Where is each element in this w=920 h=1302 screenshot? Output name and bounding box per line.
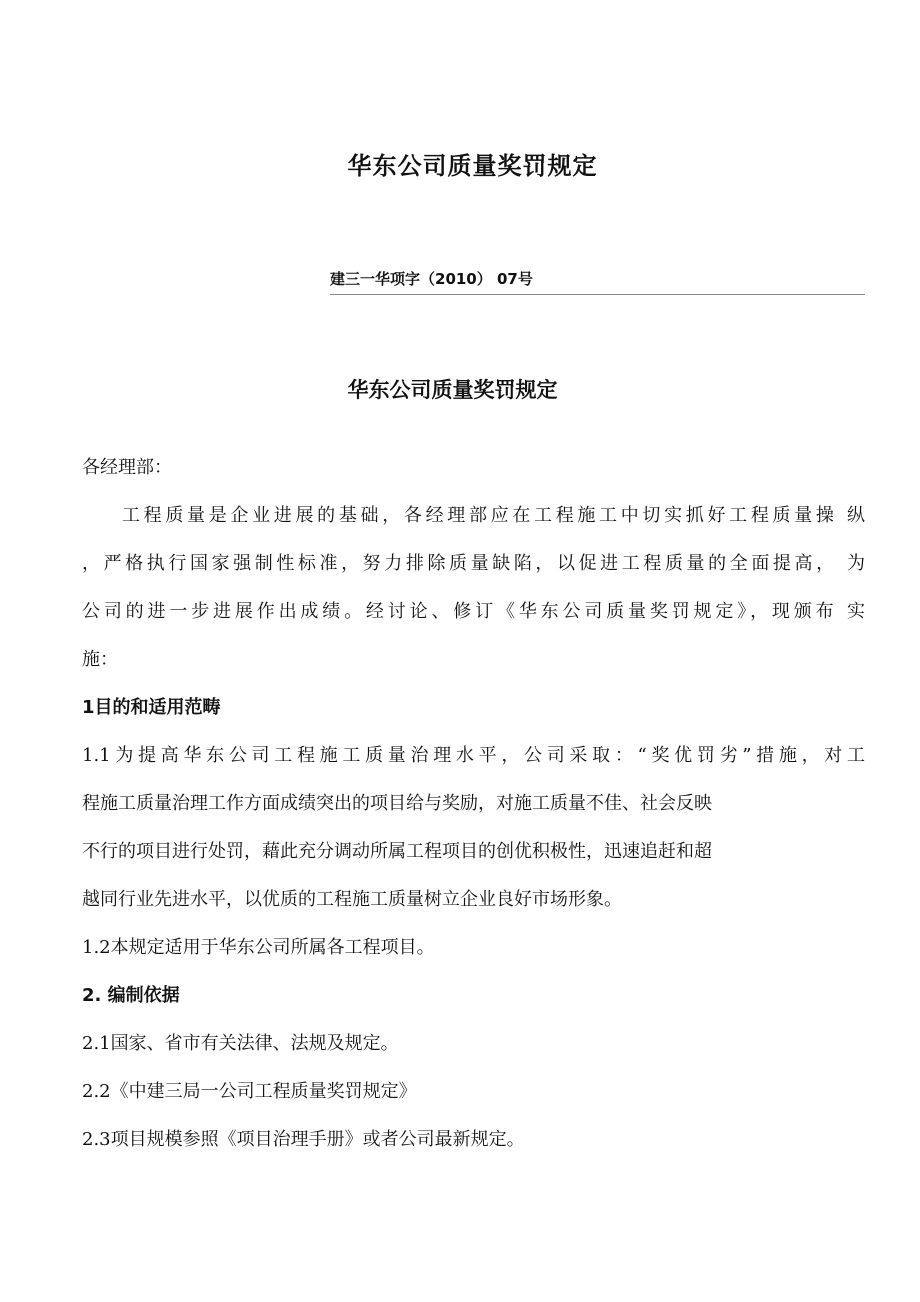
intro-line: 施： [82, 649, 118, 670]
paragraph-line: 越同行业先进水平，以优质的工程施工质量树立企业良好市场形象。 [82, 889, 622, 910]
salutation: 各经理部： [82, 457, 172, 478]
list-item: 2.3项目规模参照《项目治理手册》或者公司最新规定。 [82, 1129, 525, 1150]
doc-number-line [330, 268, 865, 295]
intro-line: ，严格执行国家强制性标准，努力排除质量缺陷，以促进工程质量的全面提高， 为 [82, 553, 865, 574]
section-heading: 2. 编制依据 [82, 985, 180, 1006]
paragraph-line: 不行的项目进行处罚，藉此充分调动所属工程项目的创优积极性，迅速追赶和超 [82, 841, 712, 862]
doc-number: 建三一华项字（2010） 07号 [330, 270, 533, 288]
document-subtitle: 华东公司质量奖罚规定 [347, 378, 558, 402]
list-item: 2.1国家、省市有关法律、法规及规定。 [82, 1033, 399, 1054]
intro-line: 工程质量是企业进展的基础，各经理部应在工程施工中切实抓好工程质量操 纵 [122, 505, 865, 526]
section-heading: 1目的和适用范畴 [82, 697, 221, 718]
list-item: 2.2《中建三局一公司工程质量奖罚规定》 [82, 1081, 417, 1102]
paragraph-line: 1.1为提高华东公司工程施工质量治理水平，公司采取：“奖优罚劣”措施，对工 [82, 745, 865, 766]
intro-line: 公司的进一步进展作出成绩。经讨论、修订《华东公司质量奖罚规定》，现颁布 实 [82, 601, 865, 622]
paragraph-line: 1.2本规定适用于华东公司所属各工程项目。 [82, 937, 435, 958]
paragraph-line: 程施工质量治理工作方面成绩突出的项目给与奖励，对施工质量不佳、社会反映 [82, 793, 712, 814]
document-title: 华东公司质量奖罚规定 [347, 152, 598, 180]
document-body [82, 444, 865, 1164]
